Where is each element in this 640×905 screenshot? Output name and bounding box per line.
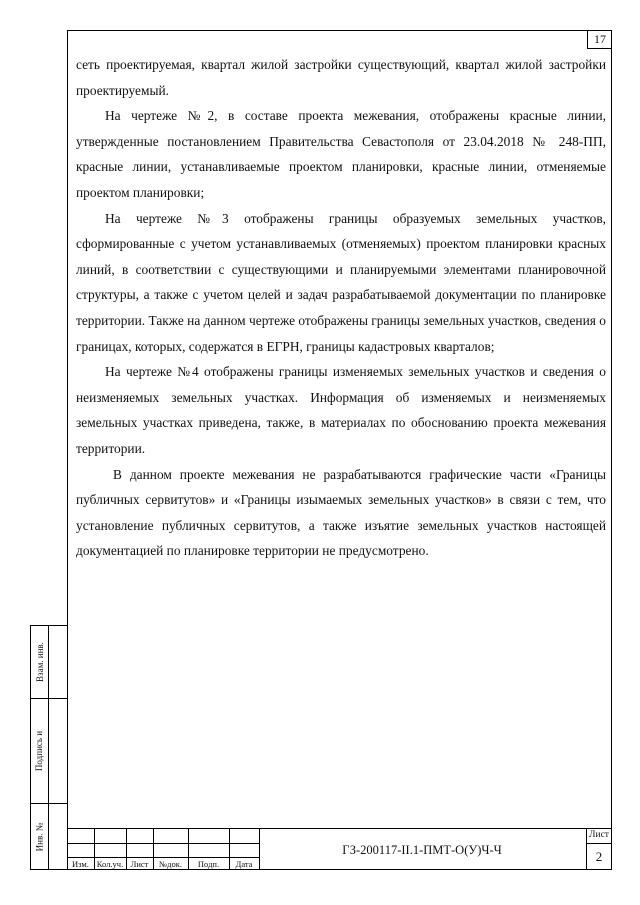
side-label-vzam: Взам. инв.: [34, 642, 45, 682]
document-body: [76, 52, 606, 564]
stamp-col-data: Дата: [235, 859, 253, 869]
side-stamp-column: [30, 625, 67, 870]
top-page-number: 17: [587, 30, 612, 49]
paragraph-4: На чертеже №4 отображены границы изменяемых земельных участков и сведения о неизменяемых земельных участках. Информация об изменяемых и неизменяемых земельных участках приведена, также, в материалах по обоснованию проекта межевания территории.: [76, 364, 606, 456]
side-label-inv: Инв. №: [34, 822, 45, 852]
paragraph-5: В данном проекте межевания не разрабатываются графические части «Границы публичных сервитутов» и «Границы изымаемых земельных участков» в связи с тем, что установление публичных сервитутов, а также изъятие земельных участков настоящей документацией по планировке территории не предусмотрено.: [76, 466, 606, 559]
paragraph-2: На чертеже №2, в составе проекта межевания, отображены красные линии, утвержденные постановлением Правительства Севастополя от 23.04.2018 № 248-ПП, красные линии, устанавливаемые проектом планировки, красные линии, отменяемые проектом планировки;: [76, 108, 606, 200]
stamp-col-list: Лист: [130, 859, 149, 869]
stamp-col-podp: Подп.: [197, 859, 220, 869]
paragraph-1: сеть проектируемая, квартал жилой застройки существующий, квартал жилой застройки проектируемый.: [76, 57, 606, 98]
side-label-podpis: Подпись и: [34, 730, 45, 771]
stamp-col-izm: Изм.: [72, 859, 89, 869]
sheet-number: 2: [595, 849, 603, 864]
sheet-label: Лист: [589, 830, 609, 840]
paragraph-3: На чертеже №3 отображены границы образуемых земельных участков, сформированные с учетом устанавливаемых (отменяемых) проектом планировки красных линий, в соответствии с существующими и планируемыми элементами планировочной структуры, а также с учетом целей и задач разрабатываемой документации по планировке территории. Также на данном чертеже отображены границы земельных участков, сведения о границах, которых, содержатся в ЕГРН, границы кадастровых кварталов;: [76, 210, 606, 354]
document-code: ГЗ-200117-II.1-ПМТ-О(У)Ч-Ч: [342, 843, 502, 857]
stamp-col-ndok: №док.: [159, 859, 182, 869]
stamp-col-kol-uch: Кол.уч.: [96, 859, 124, 869]
